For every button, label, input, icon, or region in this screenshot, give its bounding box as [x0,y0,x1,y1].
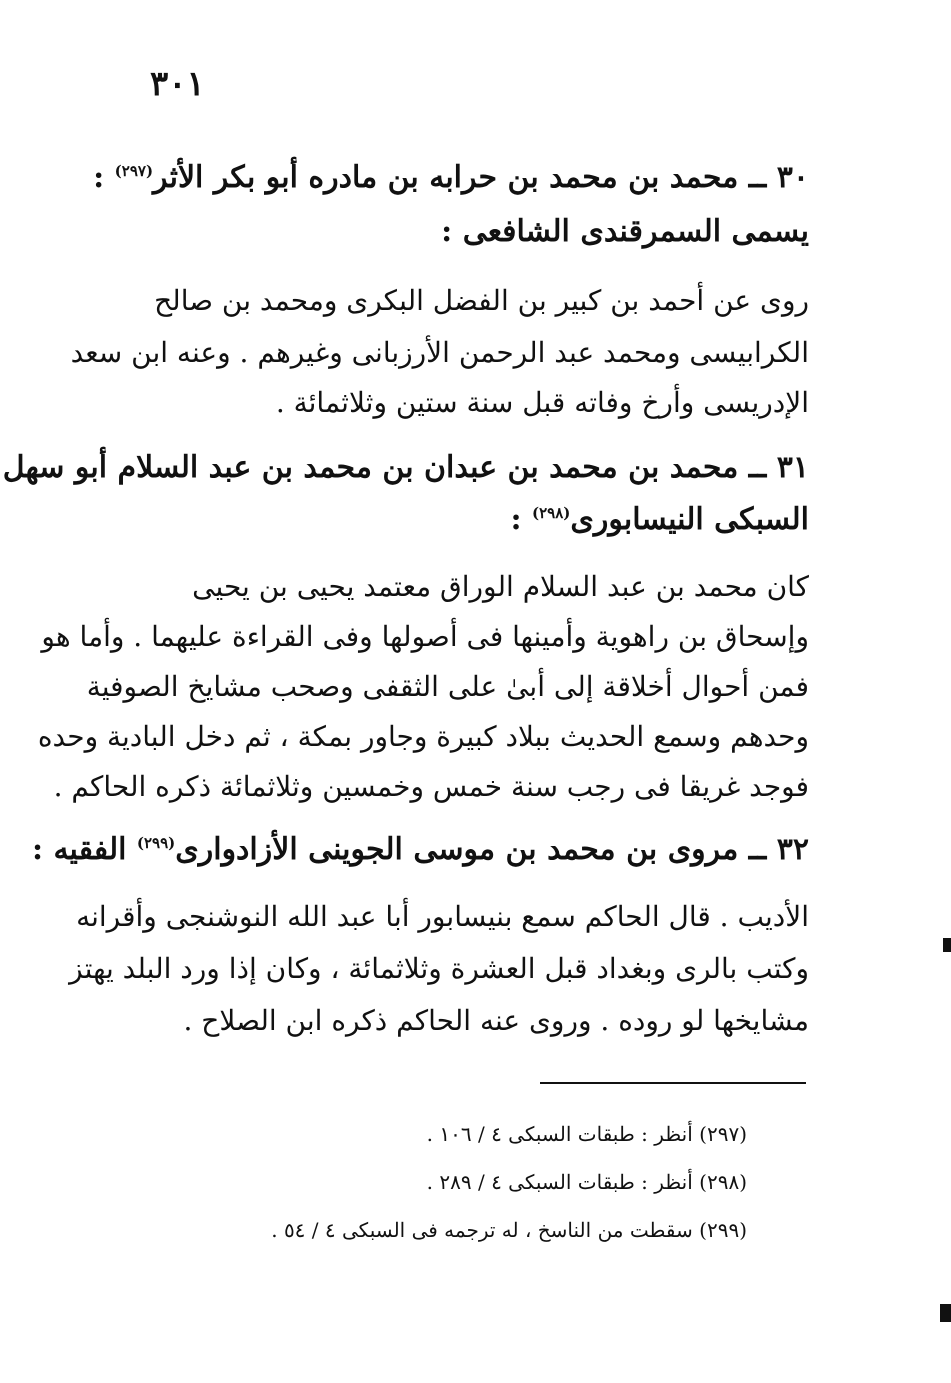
scan-edge-mark [940,1304,951,1322]
entry-31-body-line-2: وإسحاق بن راهوية وأمينها فى أصولها وفى القراءة عليهما . وأما هو [41,620,809,653]
entry-32-body-line-3: مشايخها لو روده . وروى عنه الحاكم ذكره ابن الصلاح . [183,1004,809,1037]
entry-32-body-line-2: وكتب بالرى وبغداد قبل العشرة وثلاثمائة ، وكان إذا ورد البلد يهتز [69,952,809,985]
entry-32-body-line-1: الأديب . قال الحاكم سمع بنيسابور أبا عبد الله النوشنجى وأقرانه [76,900,809,933]
entry-32-heading-line-1 [32,832,809,867]
entry-31-body-line-1: كان محمد بن عبد السلام الوراق معتمد يحيى بن يحيى [192,570,809,603]
page-number: ٣٠١ [150,64,205,104]
entry-31-body-line-3: فمن أحوال أخلاقة إلى أبىٰ على الثقفى وصحب مشايخ الصوفية [86,670,809,703]
footnote-ref-299: (٢٩٩) [136,834,176,852]
entry-31-body-line-5: فوجد غريقا فى رجب سنة خمس وخمسين وثلاثمائة ذكره الحاكم . [53,770,809,803]
entry-31-heading-line-2 [510,502,809,537]
footnote-divider [540,1082,806,1084]
entry-31-body-line-4: وحدهم وسمع الحديث ببلاد كبيرة وجاور بمكة ، ثم دخل البادية وحده [37,720,809,753]
entry-30-heading-line-1 [93,160,809,195]
entry-30-body-line-1: روى عن أحمد بن كبير بن الفضل البكرى ومحمد بن صالح [154,284,809,317]
entry-30-heading-line-2: يسمى السمرقندى الشافعى : [441,214,809,249]
entry-32-heading-tail: الفقيه : [31,832,137,867]
entry-30-heading-tail: : [93,160,115,195]
scan-edge-mark [943,938,951,952]
entry-31-heading-tail: : [510,502,532,537]
footnote-ref-298: (٢٩٨) [532,504,571,522]
footnote-298: (٢٩٨) أنظر : طبقات السبكى ٤ / ٢٨٩ . [426,1170,747,1194]
footnote-ref-297: (٢٩٧) [114,162,154,180]
entry-32-heading-text: ٣٢ ــ مروى بن محمد بن موسى الجوينى الأزادوارى [175,832,809,867]
footnote-299: (٢٩٩) سقطت من الناسخ ، له ترجمه فى السبكى ٤ / ٥٤ . [271,1218,747,1242]
footnote-297: (٢٩٧) أنظر : طبقات السبكى ٤ / ١٠٦ . [426,1122,747,1146]
entry-31-heading-text: السبكى النيسابورى [570,502,809,537]
entry-31-heading-line-1: ٣١ ــ محمد بن محمد بن عبدان بن محمد بن عبد السلام أبو سهل [2,450,809,485]
entry-30-body-line-2: الكرابيسى ومحمد عبد الرحمن الأرزبانى وغيرهم . وعنه ابن سعد [70,336,809,369]
entry-30-heading-text: ٣٠ ــ محمد بن محمد بن حرابه بن مادره أبو بكر الأثر [153,160,809,195]
entry-30-body-line-3: الإدريسى وأرخ وفاته قبل سنة ستين وثلاثمائة . [275,386,809,419]
